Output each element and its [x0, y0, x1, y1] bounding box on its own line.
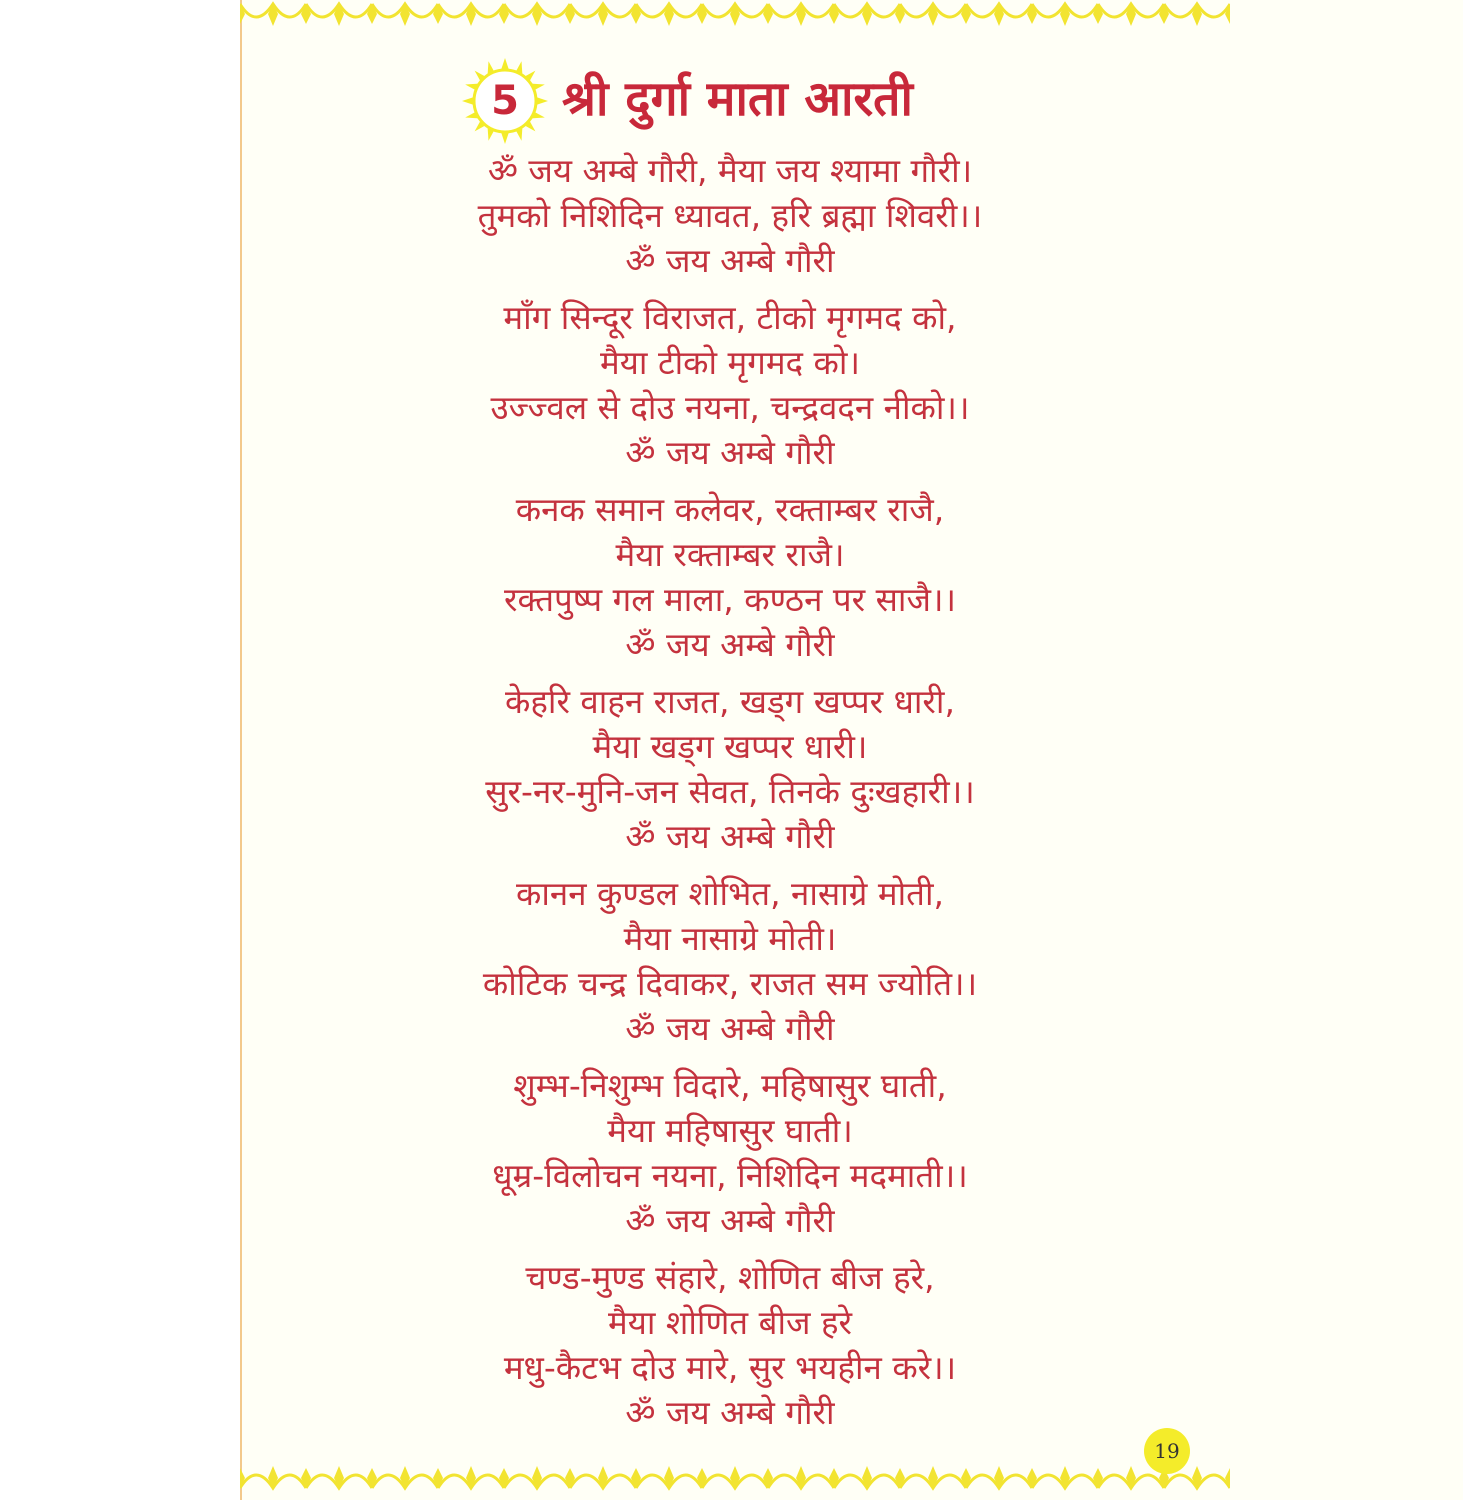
- aarti-verses: [380, 148, 1080, 1447]
- verse-refrain: ॐ जय अम्बे गौरी: [625, 625, 835, 664]
- verse-line: मधु-कैटभ दोउ मारे, सुर भयहीन करे।।: [503, 1348, 957, 1387]
- stanza-7: [380, 1255, 1080, 1435]
- verse-line: केहरि वाहन राजत, खड्ग खप्पर धारी,: [505, 682, 955, 721]
- verse-line: कनक समान कलेवर, रक्ताम्बर राजै,: [515, 490, 945, 529]
- verse-line: माँग सिन्दूर विराजत, टीको मृगमद को,: [503, 298, 957, 337]
- verse-refrain: ॐ जय अम्बे गौरी: [625, 1009, 835, 1048]
- verse-line: तुमको निशिदिन ध्यावत, हरि ब्रह्मा शिवरी।।: [477, 196, 983, 235]
- verse-line: मैया महिषासुर घाती।: [607, 1111, 853, 1150]
- scallop-border-bottom: [240, 1460, 1230, 1492]
- verse-line: शुम्भ-निशुम्भ विदारे, महिषासुर घाती,: [513, 1066, 947, 1105]
- verse-line: कानन कुण्डल शोभित, नासाग्रे मोती,: [515, 874, 945, 913]
- stanza-5: [380, 871, 1080, 1051]
- verse-line: मैया खड्ग खप्पर धारी।: [592, 727, 868, 766]
- scallop-border-top: [240, 0, 1230, 32]
- stanza-1: [380, 148, 1080, 283]
- verse-line: मैया नासाग्रे मोती।: [623, 919, 837, 958]
- page-number-badge: 19: [1144, 1428, 1190, 1474]
- decorative-border-bottom: [240, 1460, 1230, 1492]
- verse-line: मैया रक्ताम्बर राजै।: [615, 535, 845, 574]
- stanza-6: [380, 1063, 1080, 1243]
- verse-line: धूम्र-विलोचन नयना, निशिदिन मदमाती।।: [492, 1156, 968, 1195]
- aarti-header: [460, 56, 1100, 146]
- aarti-number: 5: [491, 78, 519, 124]
- verse-line: उज्ज्वल से दोउ नयना, चन्द्रवदन नीको।।: [490, 388, 970, 427]
- stanza-3: [380, 487, 1080, 667]
- verse-line: मैया शोणित बीज हरे: [608, 1303, 852, 1342]
- verse-refrain: ॐ जय अम्बे गौरी: [625, 241, 835, 280]
- verse-refrain: ॐ जय अम्बे गौरी: [625, 817, 835, 856]
- decorative-border-top: [240, 0, 1230, 32]
- stanza-2: [380, 295, 1080, 475]
- verse-line: रक्तपुष्प गल माला, कण्ठन पर साजै।।: [504, 580, 956, 619]
- verse-refrain: ॐ जय अम्बे गौरी: [625, 1201, 835, 1240]
- verse-line: चण्ड-मुण्ड संहारे, शोणित बीज हरे,: [525, 1258, 935, 1297]
- sun-badge: [460, 56, 550, 146]
- verse-line: मैया टीको मृगमद को।: [600, 343, 860, 382]
- stanza-4: [380, 679, 1080, 859]
- verse-refrain: ॐ जय अम्बे गौरी: [625, 433, 835, 472]
- verse-refrain: ॐ जय अम्बे गौरी: [625, 1393, 835, 1432]
- verse-line: ॐ जय अम्बे गौरी, मैया जय श्यामा गौरी।: [487, 151, 973, 190]
- verse-line: कोटिक चन्द्र दिवाकर, राजत सम ज्योति।।: [482, 964, 978, 1003]
- page-title: श्री दुर्गा माता आरती: [562, 71, 913, 127]
- verse-line: सुर-नर-मुनि-जन सेवत, तिनके दुःखहारी।।: [485, 772, 975, 811]
